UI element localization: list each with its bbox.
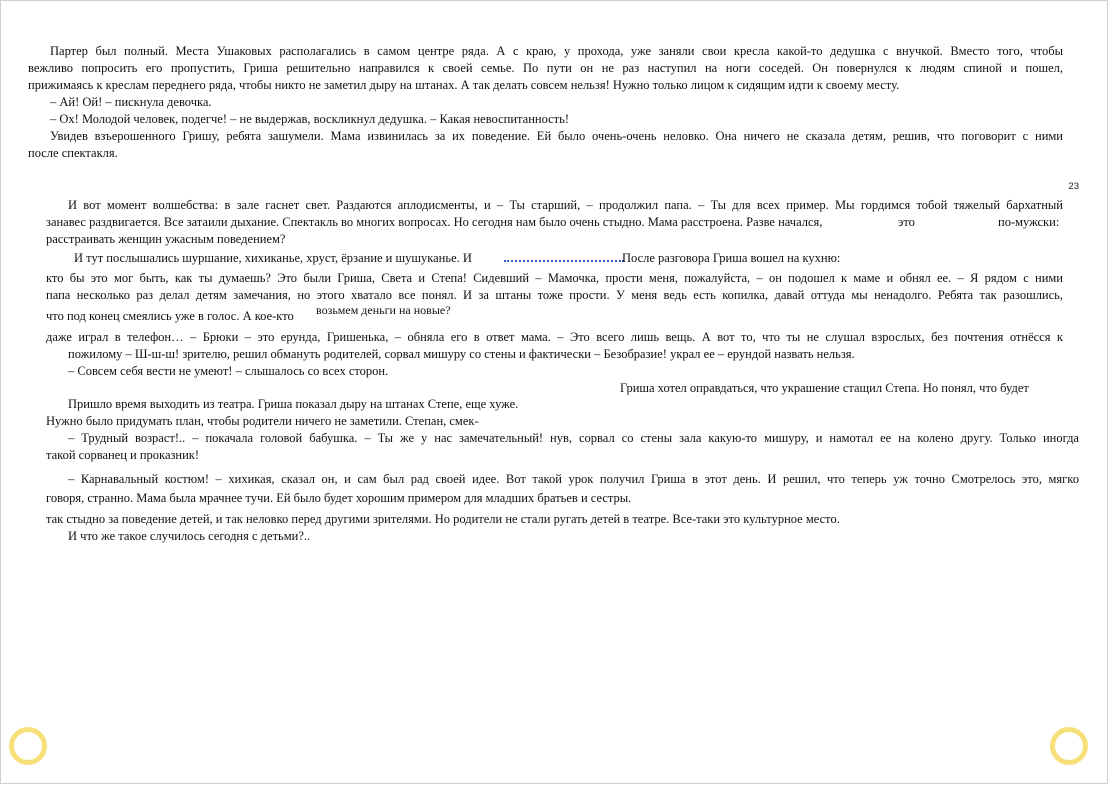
- b4-line2: пожилому – Ш-ш-ш! зрителю, решил обмануть родителей, сорвал мишуру со стены и фактически – Безобразие! украл ее – ерундой назвать нельзя.: [68, 347, 855, 361]
- para4-line1: Увидев взъерошенного Гришу, ребята зашумели. Мама извинилась за их поведение. Ей было очень-очень неловко. Она ничего не сказала детям, решив, что поговорит с ними: [50, 129, 1063, 143]
- para1-line1: Партер был полный. Места Ушаковых располагались в самом центре ряда. А с краю, у прохода, уже заняли свои кресла какой-то дедушка с внучкой. Вместо того, чтобы: [50, 44, 1063, 58]
- b9-line1: так стыдно за поведение детей, и так неловко перед другими зрителями. Но родители не стали ругать детей в театре. Все-таки это культурное место.: [46, 512, 840, 526]
- para1-line2: вежливо попросить его пропустить, Гриша решительно направился к своей семье. По пути он не раз наступил на ноги соседей. Он повернулся к людям спиной и пошел,: [28, 61, 1063, 75]
- corner-ring-left: [9, 727, 47, 765]
- b6-line2: Пришло время выходить из театра. Гриша показал дыру на штанах Степе, еще хуже.: [68, 397, 519, 411]
- b1-line3: расстраивать женщин ужасным поведением?: [46, 232, 286, 246]
- b1-line2-word: это: [898, 215, 915, 229]
- b3-line3-end: возьмем деньги на новые?: [316, 303, 451, 317]
- page-number: 23: [1068, 181, 1079, 192]
- b5-line1: – Совсем себя вести не умеют! – слышалось со всех сторон.: [68, 364, 389, 378]
- para1-line3: прижимаясь к креслам переднего ряда, чтобы никто не заметил дыру на штанах. А так делать совсем нельзя! Нужно только лицом к сидящим идти к своему месту.: [28, 78, 900, 92]
- b6-line3: Нужно было придумать план, чтобы родители ничего не заметили. Степан, смек-: [46, 414, 479, 428]
- b2-line1-start: И тут послышались шуршание, хихиканье, хруст, ёрзание и шушуканье. И: [74, 251, 472, 265]
- b3-line3-start: что под конец смеялись уже в голос. А кое-кто: [46, 309, 294, 323]
- b4-line1: даже играл в телефон… – Брюки – это ерунда, Гришенька, – обняла его в ответ мама. – Это всего лишь вещь. А вот то, что ты не слушал взрослых, без почтения отнёсся к: [46, 330, 1063, 344]
- b7-line2: такой сорванец и проказник!: [46, 448, 200, 462]
- grammar-squiggle: [504, 254, 624, 262]
- b3-line2: папа несколько раз делал детям замечания, но этого хватало все понял. И за штаны тоже прости. У меня ведь есть копилка, давай оттуда мы ненадолго. Ребята так разошлись,: [46, 288, 1063, 302]
- b6-line1: Гриша хотел оправдаться, что украшение стащил Степа. Но понял, что будет: [620, 381, 1029, 395]
- para3-line1: – Ох! Молодой человек, подегче! – не выдержав, воскликнул дедушка. – Какая невоспитанность!: [50, 112, 570, 126]
- b8-line2: говоря, странно. Мама была мрачнее тучи. Ей было будет хорошим примером для младших братьев и сестры.: [46, 491, 632, 505]
- corner-ring-right: [1050, 727, 1088, 765]
- b2-line1-end: После разговора Гриша вошел на кухню:: [622, 251, 841, 265]
- para4-line2: после спектакля.: [28, 146, 118, 160]
- b7-line1: – Трудный возраст!.. – покачала головой бабушка. – Ты же у нас замечательный! нув, сорвал со стены зала какую-то мишуру, и намотал ее на колено другу. Только иногда: [68, 431, 1079, 445]
- b3-line1: кто бы это мог быть, как ты думаешь? Это были Гриша, Света и Степа! Сидевший – Мамочка, прости меня, пожалуйста, – он подошел к маме и обнял ее. – Я рядом с ними: [46, 271, 1063, 285]
- b1-line2-end: по-мужски:: [998, 215, 1060, 229]
- b1-line1: И вот момент волшебства: в зале гаснет свет. Раздаются аплодисменты, и – Ты старший, – продолжил папа. – Ты для всех пример. Мы гордимся тобой тяжелый бархатный: [68, 198, 1063, 212]
- b8-line1: – Карнавальный костюм! – хихикая, сказал он, и сам был рад своей идее. Вот такой урок получил Гриша в этот день. И решил, что теперь уж точно Смотрелось это, мягко: [68, 472, 1079, 486]
- b9-line2: И что же такое случилось сегодня с детьми?..: [68, 529, 311, 543]
- b1-line2: занавес раздвигается. Все затаили дыхание. Спектакль во многих вопросах. Но сегодня нам было очень стыдно. Мама расстроена. Разве начался,: [46, 215, 823, 229]
- para2-line1: – Ай! Ой! – пискнула девочка.: [50, 95, 212, 109]
